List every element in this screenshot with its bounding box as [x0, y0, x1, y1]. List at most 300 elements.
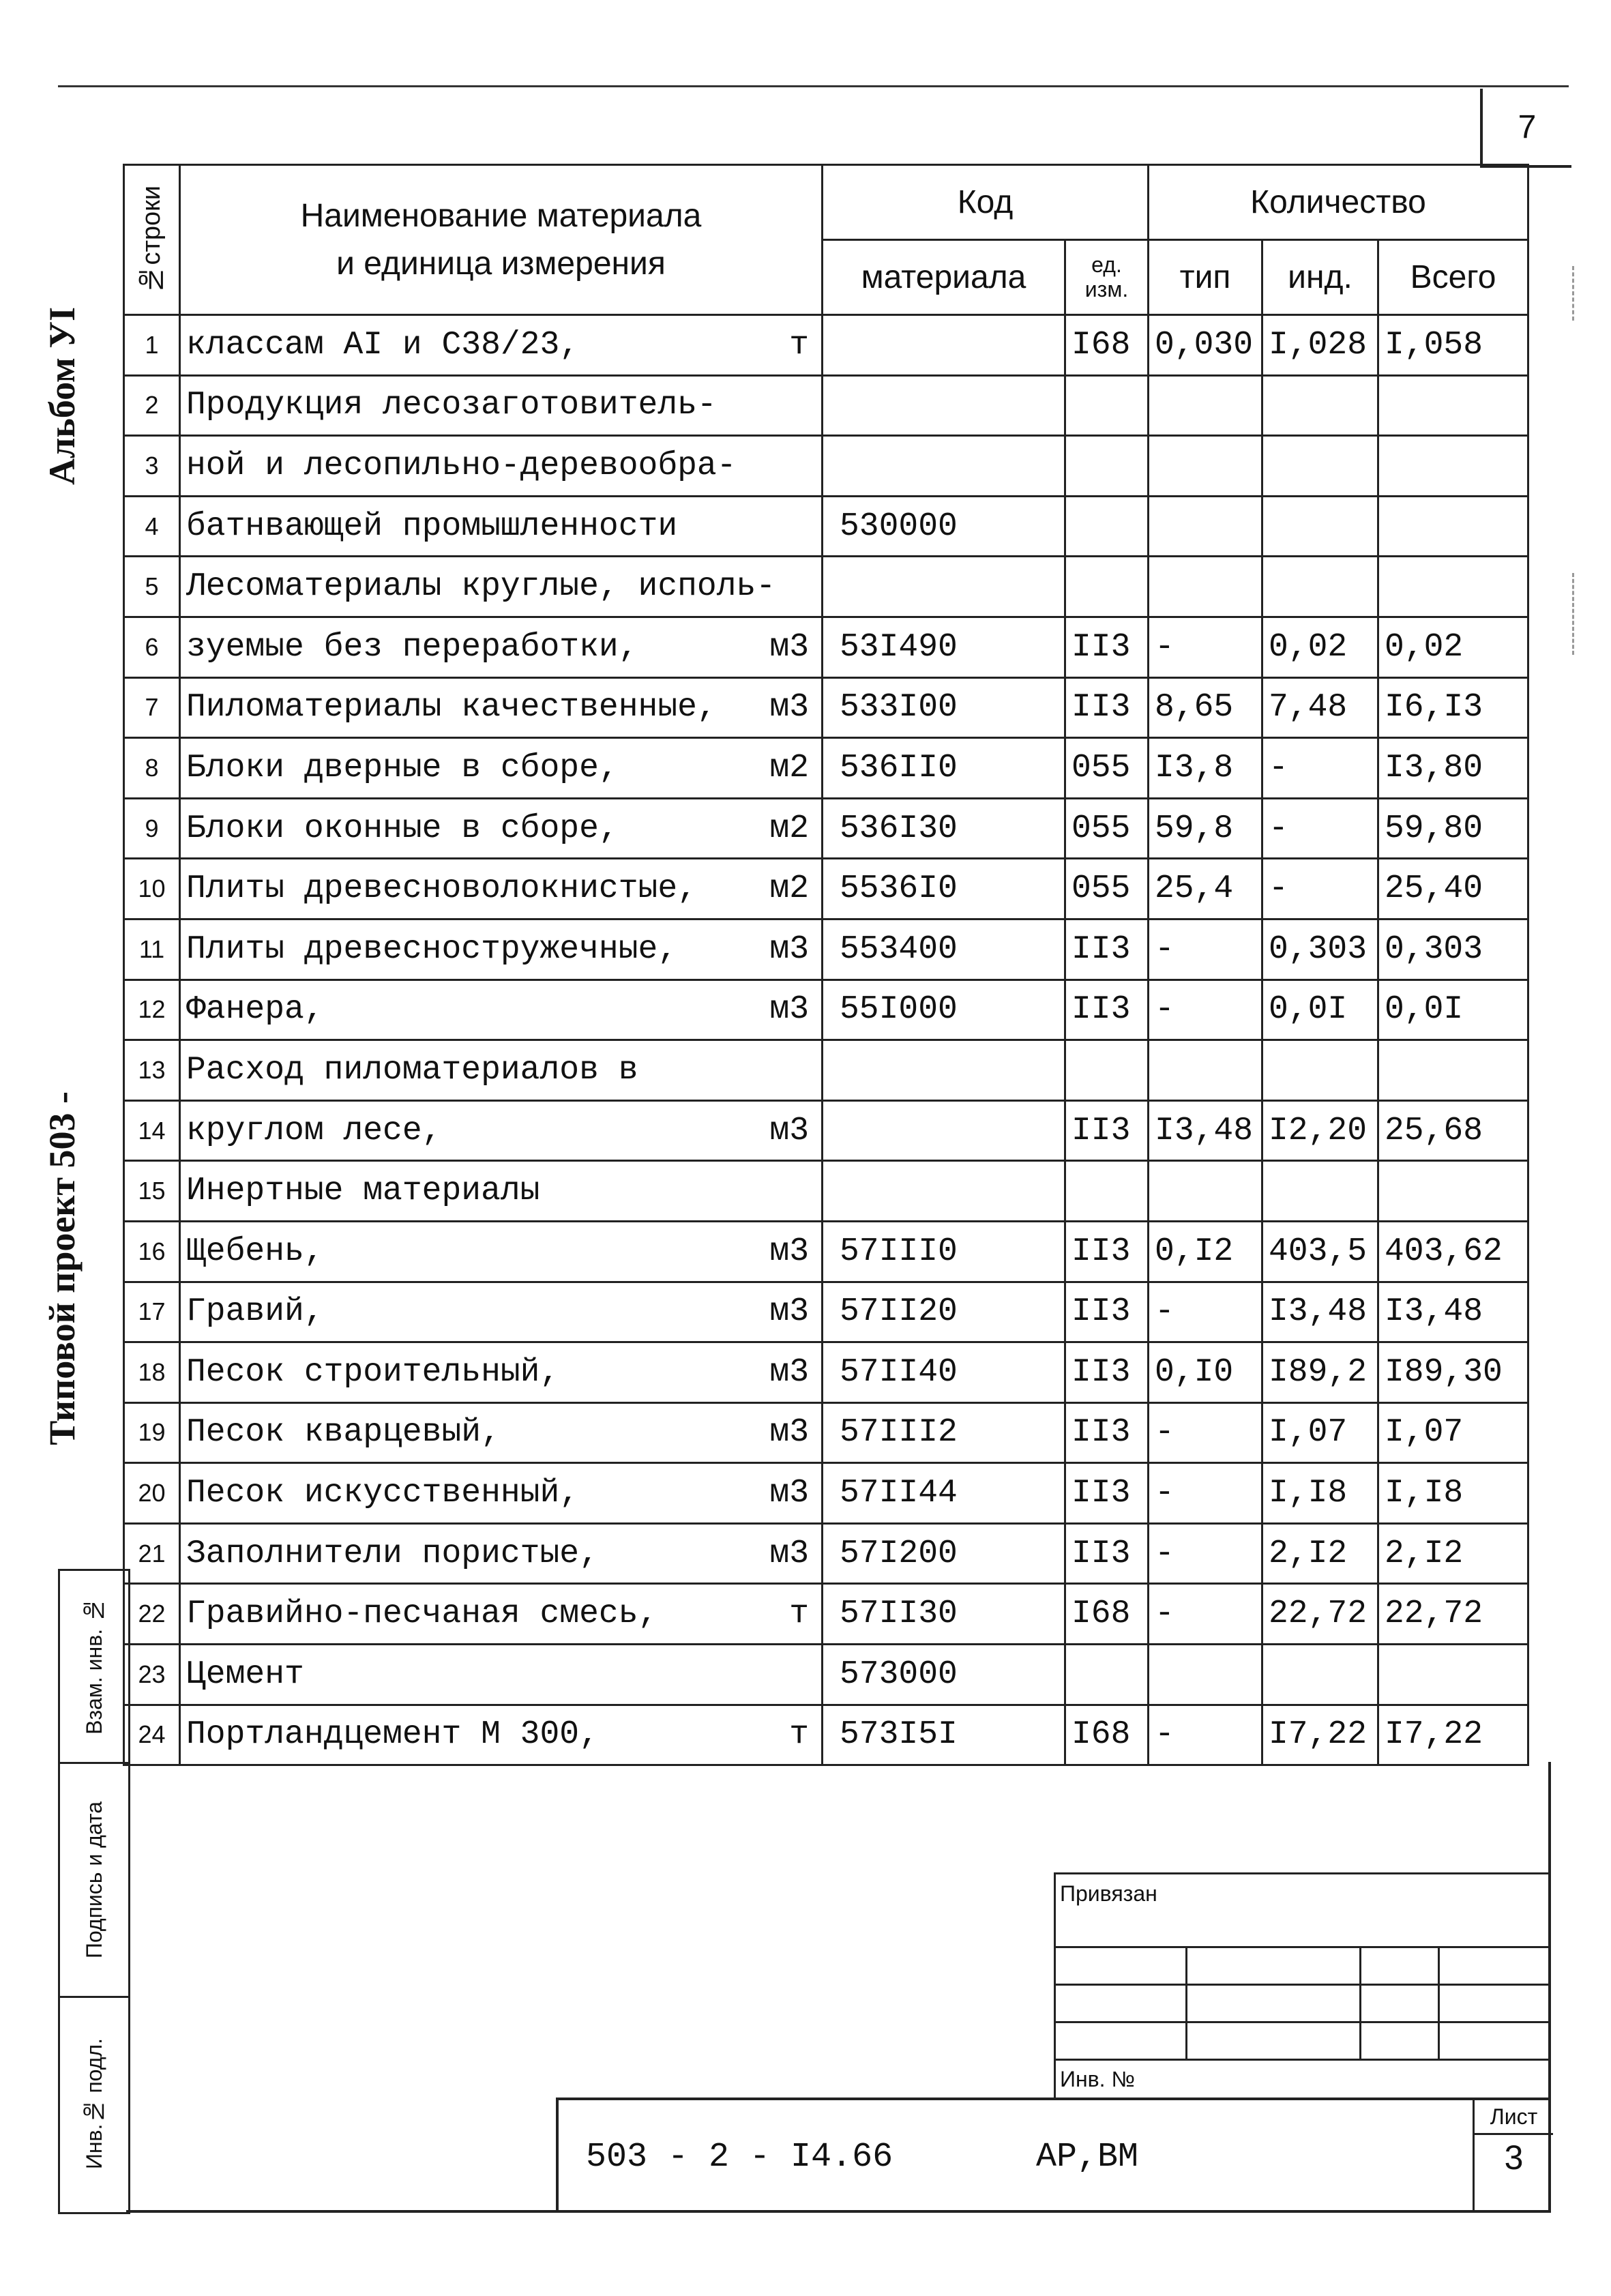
material-unit: м3: [769, 1475, 809, 1512]
qty-total: I3,80: [1385, 749, 1483, 786]
qty-ind-cell: [1262, 1040, 1378, 1101]
qty-total-cell: [1378, 919, 1528, 980]
table-row: [124, 798, 1528, 859]
material-name-wrap: [186, 870, 816, 907]
qty-tip-cell: [1149, 798, 1262, 859]
unit-code-cell: [1065, 859, 1149, 919]
material-name-cell: [180, 1342, 823, 1403]
material-code: 53I490: [840, 628, 958, 666]
qty-ind-cell: [1262, 798, 1378, 859]
row-number: 4: [145, 512, 159, 540]
material-name: классам АI и С38/23,: [186, 326, 580, 364]
row-number-cell: [124, 1402, 180, 1463]
row-number: 22: [138, 1600, 166, 1628]
material-name-wrap: [186, 991, 816, 1028]
material-name: Инертные материалы: [186, 1173, 540, 1210]
material-name-cell: [180, 1705, 823, 1765]
material-code: 57III2: [840, 1414, 958, 1452]
row-number: 1: [145, 330, 159, 359]
row-number-cell: [124, 919, 180, 980]
qty-ind: -: [1269, 749, 1288, 786]
table-row: [124, 1282, 1528, 1342]
material-name-cell: [180, 1463, 823, 1524]
qty-tip-cell: [1149, 315, 1262, 376]
material-name: Плиты древесноволокнистые,: [186, 870, 697, 908]
row-number: 21: [138, 1539, 166, 1568]
qty-ind-cell: [1262, 859, 1378, 919]
qty-ind-cell: [1262, 557, 1378, 617]
grid-line: [1056, 1946, 1550, 1948]
qty-tip: 0,I0: [1155, 1353, 1234, 1391]
qty-tip-cell: [1149, 677, 1262, 738]
row-number-cell: [124, 315, 180, 376]
material-name: Цемент: [186, 1655, 304, 1693]
qty-total-cell: [1378, 980, 1528, 1040]
unit-code-cell: [1065, 617, 1149, 677]
table-row: [124, 677, 1528, 738]
material-name-wrap: [186, 1414, 816, 1451]
qty-tip: -: [1155, 1414, 1174, 1452]
grid-line: [1438, 1946, 1440, 2059]
material-name-cell: [180, 980, 823, 1040]
material-name-cell: [180, 496, 823, 557]
material-name-cell: [180, 1161, 823, 1222]
material-code-cell: [823, 436, 1065, 497]
qty-total-cell: [1378, 1584, 1528, 1645]
unit-code: II3: [1071, 628, 1131, 666]
qty-total-cell: [1378, 617, 1528, 677]
table-row: [124, 1645, 1528, 1705]
qty-tip-cell: [1149, 1584, 1262, 1645]
qty-tip-cell: [1149, 919, 1262, 980]
material-name: зуемые без переработки,: [186, 628, 638, 666]
unit-code-cell: [1065, 1161, 1149, 1222]
row-number: 8: [145, 753, 159, 782]
material-name-cell: [180, 738, 823, 799]
material-unit: м3: [769, 1233, 809, 1270]
material-unit: м3: [769, 1112, 809, 1149]
qty-total-cell: [1378, 375, 1528, 436]
material-code-cell: [823, 617, 1065, 677]
qty-total: 25,40: [1385, 870, 1483, 908]
qty-ind-cell: [1262, 1584, 1378, 1645]
side-title: [31, 307, 92, 1467]
unit-code: II3: [1071, 689, 1131, 726]
grid-line: [1056, 2021, 1550, 2023]
unit-code-cell: [1065, 1402, 1149, 1463]
qty-tip: 0,I2: [1155, 1233, 1234, 1270]
qty-ind-cell: [1262, 980, 1378, 1040]
material-name: Пиломатериалы качественные,: [186, 689, 717, 726]
qty-total: 22,72: [1385, 1595, 1483, 1633]
qty-ind: 7,48: [1269, 689, 1348, 726]
dash-mark: [1572, 266, 1574, 321]
qty-tip: 59,8: [1155, 810, 1234, 847]
material-name: Фанера,: [186, 991, 324, 1029]
row-number: 6: [145, 632, 159, 661]
qty-ind-cell: [1262, 496, 1378, 557]
grid-line: [1185, 1946, 1187, 2059]
grid-line: [1056, 1984, 1550, 1986]
qty-total: I,I8: [1385, 1475, 1464, 1512]
unit-code: II3: [1071, 1414, 1131, 1452]
material-name: Лесоматериалы круглые, исполь-: [186, 568, 776, 606]
table-row: [124, 315, 1528, 376]
row-number: 3: [145, 451, 159, 480]
material-name-wrap: [186, 1595, 816, 1632]
material-name-wrap: [186, 327, 816, 364]
qty-total-cell: [1378, 315, 1528, 376]
header-ind: инд.: [1262, 240, 1378, 315]
row-number: 10: [138, 874, 166, 903]
qty-tip: I3,8: [1155, 749, 1234, 786]
unit-code: II3: [1071, 1535, 1131, 1572]
unit-code-cell: [1065, 1282, 1149, 1342]
qty-tip-cell: [1149, 557, 1262, 617]
row-number-cell: [124, 1161, 180, 1222]
material-name-wrap: [186, 508, 816, 545]
qty-tip-cell: [1149, 1463, 1262, 1524]
unit-code-cell: [1065, 798, 1149, 859]
material-name-cell: [180, 1100, 823, 1161]
qty-ind: 22,72: [1269, 1595, 1368, 1633]
material-unit: м2: [769, 810, 809, 847]
material-name-wrap: [186, 387, 816, 424]
qty-ind: I3,48: [1269, 1293, 1368, 1331]
material-name: Блоки дверные в сборе,: [186, 749, 619, 786]
row-number-cell: [124, 1342, 180, 1403]
row-number-cell: [124, 859, 180, 919]
qty-ind: I,028: [1269, 326, 1368, 364]
material-name-cell: [180, 1523, 823, 1584]
material-name-wrap: [186, 1475, 816, 1512]
qty-total: 403,62: [1385, 1233, 1503, 1270]
top-rule: [58, 85, 1569, 87]
qty-ind: 0,02: [1269, 628, 1348, 666]
material-code: 57II30: [840, 1595, 958, 1633]
material-code-cell: [823, 1040, 1065, 1101]
material-name-wrap: [186, 1716, 816, 1753]
qty-tip: 8,65: [1155, 689, 1234, 726]
material-code-cell: [823, 919, 1065, 980]
qty-ind: I,I8: [1269, 1475, 1348, 1512]
material-unit: м2: [769, 749, 809, 786]
material-code: 573I5I: [840, 1716, 958, 1754]
qty-ind: I,07: [1269, 1414, 1348, 1452]
material-name-wrap: [186, 1535, 816, 1572]
material-name: круглом лесе,: [186, 1112, 442, 1149]
qty-total: 2,I2: [1385, 1535, 1464, 1572]
qty-ind: 403,5: [1269, 1233, 1368, 1270]
row-number: 19: [138, 1418, 166, 1447]
material-name: Песок строительный,: [186, 1353, 560, 1391]
qty-total-cell: [1378, 738, 1528, 799]
material-name-wrap: [186, 629, 816, 666]
qty-tip: -: [1155, 1716, 1174, 1754]
table-row: [124, 1523, 1528, 1584]
material-name: ной и лесопильно-деревообра-: [186, 447, 737, 484]
qty-tip-cell: [1149, 496, 1262, 557]
row-number-cell: [124, 1523, 180, 1584]
material-name-wrap: [186, 750, 816, 786]
header-code-group: Код: [823, 165, 1149, 240]
qty-total-cell: [1378, 1705, 1528, 1765]
material-name-cell: [180, 919, 823, 980]
row-number-cell: [124, 798, 180, 859]
row-number: 11: [138, 934, 165, 963]
qty-total-cell: [1378, 1282, 1528, 1342]
material-name-cell: [180, 375, 823, 436]
unit-code: I68: [1071, 1716, 1131, 1754]
material-unit: т: [789, 1595, 809, 1633]
material-name-wrap: [186, 810, 816, 847]
qty-total-cell: [1378, 496, 1528, 557]
row-number-cell: [124, 617, 180, 677]
sheet-label: Лист: [1475, 2100, 1553, 2135]
material-name: Гравийно-песчаная смесь,: [186, 1595, 658, 1633]
dash-mark: [1572, 573, 1574, 655]
table-row: [124, 1463, 1528, 1524]
material-code-cell: [823, 1342, 1065, 1403]
qty-ind: 2,I2: [1269, 1535, 1348, 1572]
qty-tip-cell: [1149, 375, 1262, 436]
qty-ind-cell: [1262, 1282, 1378, 1342]
material-code-cell: [823, 1645, 1065, 1705]
row-number: 16: [138, 1237, 166, 1265]
material-code-cell: [823, 980, 1065, 1040]
table-row: [124, 738, 1528, 799]
material-code: 57III0: [840, 1233, 958, 1270]
stamp-podpis: Подпись и дата: [60, 1764, 128, 1998]
qty-total-cell: [1378, 1402, 1528, 1463]
unit-code: II3: [1071, 1233, 1131, 1270]
material-code-cell: [823, 1221, 1065, 1282]
row-number-cell: [124, 1221, 180, 1282]
unit-code: 055: [1071, 870, 1131, 908]
title-block: [556, 2098, 1551, 2213]
unit-code-cell: [1065, 1463, 1149, 1524]
qty-ind-cell: [1262, 436, 1378, 497]
row-number: 5: [145, 572, 159, 601]
qty-ind-cell: [1262, 1100, 1378, 1161]
material-code: 5536I0: [840, 870, 958, 908]
material-unit: м3: [769, 689, 809, 726]
qty-tip-cell: [1149, 859, 1262, 919]
qty-tip-cell: [1149, 1342, 1262, 1403]
material-code-cell: [823, 557, 1065, 617]
unit-code-cell: [1065, 496, 1149, 557]
qty-total-cell: [1378, 1161, 1528, 1222]
material-name-cell: [180, 557, 823, 617]
row-number-cell: [124, 1040, 180, 1101]
row-number-cell: [124, 1282, 180, 1342]
qty-total: I,07: [1385, 1414, 1464, 1452]
header-qty-group: Количество: [1149, 165, 1528, 240]
material-name-cell: [180, 859, 823, 919]
sheet-number: 3: [1504, 2138, 1524, 2177]
material-code-cell: [823, 1161, 1065, 1222]
material-unit: м3: [769, 991, 809, 1029]
sheet-box: [1473, 2100, 1553, 2213]
table-row: [124, 1584, 1528, 1645]
material-code-cell: [823, 1100, 1065, 1161]
qty-total: I,058: [1385, 326, 1483, 364]
material-name: Песок искусственный,: [186, 1475, 580, 1512]
material-name: Портландцемент М 300,: [186, 1716, 599, 1754]
qty-ind: I7,22: [1269, 1716, 1368, 1754]
table-row: [124, 375, 1528, 436]
grid-line: [1359, 1946, 1361, 2059]
qty-total-cell: [1378, 1221, 1528, 1282]
material-name: Плиты древесностружечные,: [186, 930, 678, 968]
qty-tip-cell: [1149, 436, 1262, 497]
material-code-cell: [823, 1523, 1065, 1584]
qty-tip-cell: [1149, 1705, 1262, 1765]
unit-code-cell: [1065, 1221, 1149, 1282]
material-name-wrap: [186, 1052, 816, 1089]
material-name: Щебень,: [186, 1233, 324, 1270]
material-name-wrap: [186, 1656, 816, 1693]
qty-ind: 0,303: [1269, 930, 1368, 968]
material-code: 533I00: [840, 689, 958, 726]
material-code-cell: [823, 1584, 1065, 1645]
qty-ind-cell: [1262, 1342, 1378, 1403]
table-row: [124, 980, 1528, 1040]
unit-code-cell: [1065, 315, 1149, 376]
qty-total: 0,303: [1385, 930, 1483, 968]
material-name-cell: [180, 1402, 823, 1463]
qty-tip-cell: [1149, 738, 1262, 799]
table-row: [124, 436, 1528, 497]
unit-code-cell: [1065, 980, 1149, 1040]
material-name: Заполнители пористые,: [186, 1535, 599, 1572]
unit-code-cell: [1065, 1040, 1149, 1101]
material-name: Гравий,: [186, 1293, 324, 1331]
material-name: Песок кварцевый,: [186, 1414, 501, 1452]
grid-line: [1056, 2059, 1550, 2061]
material-name-wrap: [186, 689, 816, 726]
table-row: [124, 557, 1528, 617]
material-name-cell: [180, 1221, 823, 1282]
stamp-vzam: Взам. инв. №: [60, 1571, 128, 1764]
row-number-cell: [124, 557, 180, 617]
material-name: батнвающей промышленности: [186, 507, 678, 545]
qty-tip: -: [1155, 1475, 1174, 1512]
unit-code-cell: [1065, 557, 1149, 617]
qty-tip-cell: [1149, 1100, 1262, 1161]
row-number: 18: [138, 1357, 166, 1386]
material-code: 530000: [840, 507, 958, 545]
row-number-cell: [124, 1645, 180, 1705]
material-name-wrap: [186, 447, 816, 484]
document-mark: АР,ВМ: [1036, 2138, 1139, 2177]
material-code-cell: [823, 677, 1065, 738]
material-name-cell: [180, 798, 823, 859]
unit-code: II3: [1071, 1112, 1131, 1149]
row-number: 13: [138, 1055, 166, 1084]
qty-tip-cell: [1149, 1161, 1262, 1222]
unit-code: I68: [1071, 1595, 1131, 1633]
table-row: [124, 919, 1528, 980]
material-unit: м3: [769, 1535, 809, 1572]
material-unit: м3: [769, 1293, 809, 1331]
qty-tip: 0,030: [1155, 326, 1254, 364]
material-name-wrap: [186, 931, 816, 968]
qty-tip: -: [1155, 930, 1174, 968]
material-code: 57II44: [840, 1475, 958, 1512]
qty-total: I89,30: [1385, 1353, 1503, 1391]
qty-total-cell: [1378, 1463, 1528, 1524]
material-name: Продукция лесозаготовитель-: [186, 387, 717, 424]
unit-code: I68: [1071, 326, 1131, 364]
row-number-cell: [124, 375, 180, 436]
qty-total-cell: [1378, 436, 1528, 497]
material-name-cell: [180, 315, 823, 376]
binding-block: [1054, 1872, 1550, 2100]
row-number: 20: [138, 1479, 166, 1507]
qty-ind-cell: [1262, 677, 1378, 738]
qty-total: I3,48: [1385, 1293, 1483, 1331]
material-code-cell: [823, 859, 1065, 919]
material-unit: т: [789, 326, 809, 364]
row-number: 12: [138, 995, 166, 1024]
unit-code: 055: [1071, 810, 1131, 847]
material-code: 57II20: [840, 1293, 958, 1331]
material-name-wrap: [186, 1173, 816, 1209]
material-name-wrap: [186, 1233, 816, 1270]
qty-total: 25,68: [1385, 1112, 1483, 1149]
qty-ind-cell: [1262, 1705, 1378, 1765]
material-unit: м2: [769, 870, 809, 908]
page-number: 7: [1480, 89, 1571, 168]
qty-ind-cell: [1262, 1523, 1378, 1584]
qty-ind-cell: [1262, 617, 1378, 677]
unit-code: 055: [1071, 749, 1131, 786]
header-name: Наименование материала и единица измерения: [180, 165, 823, 315]
row-number: 17: [138, 1297, 166, 1326]
row-number: 23: [138, 1660, 166, 1688]
row-number: 9: [145, 814, 159, 842]
table-body: [124, 315, 1528, 1765]
qty-tip-cell: [1149, 617, 1262, 677]
unit-code-cell: [1065, 1584, 1149, 1645]
material-unit: м3: [769, 1414, 809, 1452]
row-number: 7: [145, 693, 159, 722]
unit-code-cell: [1065, 1645, 1149, 1705]
row-number: 14: [138, 1116, 166, 1145]
qty-tip-cell: [1149, 1040, 1262, 1101]
privyazan-label: Привязан: [1060, 1881, 1157, 1906]
row-number-cell: [124, 1100, 180, 1161]
material-unit: м3: [769, 930, 809, 968]
qty-ind: 0,0I: [1269, 991, 1348, 1029]
row-number-cell: [124, 677, 180, 738]
material-name-cell: [180, 1645, 823, 1705]
qty-total-cell: [1378, 859, 1528, 919]
qty-tip-cell: [1149, 1645, 1262, 1705]
material-unit: м3: [769, 1353, 809, 1391]
material-code-cell: [823, 375, 1065, 436]
row-number-cell: [124, 1705, 180, 1765]
stamp-inv-podl: Инв.№ подл.: [81, 2038, 106, 2170]
table-row: [124, 859, 1528, 919]
unit-code-cell: [1065, 436, 1149, 497]
row-number-cell: [124, 1463, 180, 1524]
material-code-cell: [823, 798, 1065, 859]
qty-tip: -: [1155, 991, 1174, 1029]
qty-ind-cell: [1262, 375, 1378, 436]
material-code: 553400: [840, 930, 958, 968]
